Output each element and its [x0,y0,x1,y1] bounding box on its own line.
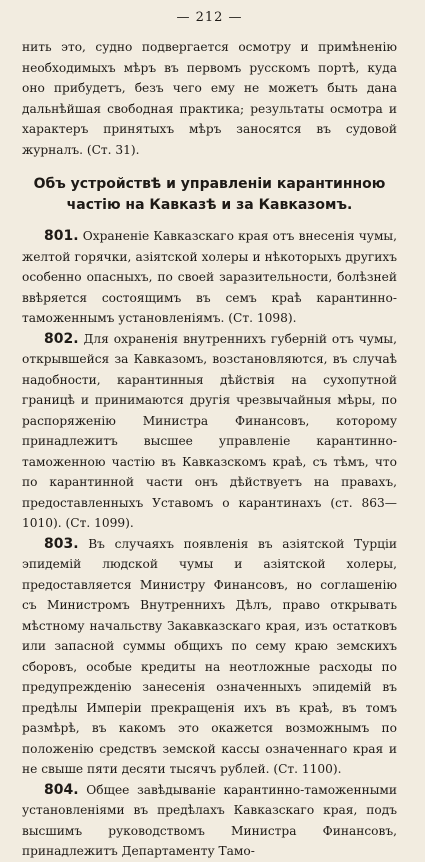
article-801 [22,226,397,329]
article-802 [22,329,397,534]
section-heading: Объ устройствѣ и управленіи карантинною частію на Кавказѣ и за Кавказомъ. [33,176,386,213]
article-803 [22,534,397,780]
article-number: 804. [44,781,79,798]
article-number: 803. [44,535,79,552]
article-text: Въ случаяхъ появленія въ азіятской Турціи эпидемій людской чумы и азіятской холеры, предоставляется Министру Финансовъ, но соглашенію съ Министромъ Внутреннихъ Дѣлъ, право открывать мѣстному начальству Закавказскаго края, изъ остатковъ или запасной суммы общихъ по сему краю земскихъ сборовъ, особые кредиты на неотложные расходы по предупрежденію занесенія означенныхъ эпидемій въ предѣлы Имперіи прекращенія ихъ въ краѣ, въ томъ размѣрѣ, въ какомъ это окажется возможнымъ по положенію средствъ земской кассы означеннаго края и не свыше пяти десяти тысячъ рублей. (Ст. 1100). [22,536,398,776]
continuation-paragraph: нить это, судно подвергается осмотру и примѣненію необходимыхъ мѣръ въ первомъ русскомъ портѣ, куда оно прибудетъ, безъ чего ему не можетъ быть дана дальнѣйшая свободная практика; результаты осмотра и характеръ принятыхъ мѣръ заносятся въ судовой журналъ. (Ст. 31). [22,40,397,157]
article-text: Охраненіе Кавказскаго края отъ внесенія чумы, желтой горячки, азіятской холеры и нѣкоторыхъ другихъ особенно опасныхъ, по своей заразительности, болѣзней ввѣряется состоящимъ въ семъ краѣ карантинно-таможеннымъ установленіямъ. (Ст. 1098). [22,229,397,325]
article-number: 801. [44,228,79,244]
article-804 [22,780,397,862]
article-text: Общее завѣдываніе карантинно-таможенными установленіями въ предѣлахъ Кавказскаго края, подъ высшимъ руководствомъ Министра Финансовъ, принадлежитъ Департаменту Тамо- [22,782,397,858]
article-text: Для охраненія внутреннихъ губерній отъ чумы, открывшейся за Кавказомъ, возстановляются, въ случаѣ надобности, карантинныя дѣйствія на сухопутной границѣ и принимаются другія чрезвычайныя мѣры, по распоряженію Министра Финансовъ, которому принадлежитъ высшее управленіе карантинно-таможенною частію въ Кавказскомъ краѣ, съ тѣмъ, что по карантинной части онъ дѣйствуетъ на правахъ, предоставленныхъ Уставомъ о карантинахъ (ст. 863—1010). (Ст. 1099). [22,331,397,530]
article-number: 802. [44,330,79,347]
document-page [22,10,397,862]
page-number: — 212 — [176,10,243,25]
